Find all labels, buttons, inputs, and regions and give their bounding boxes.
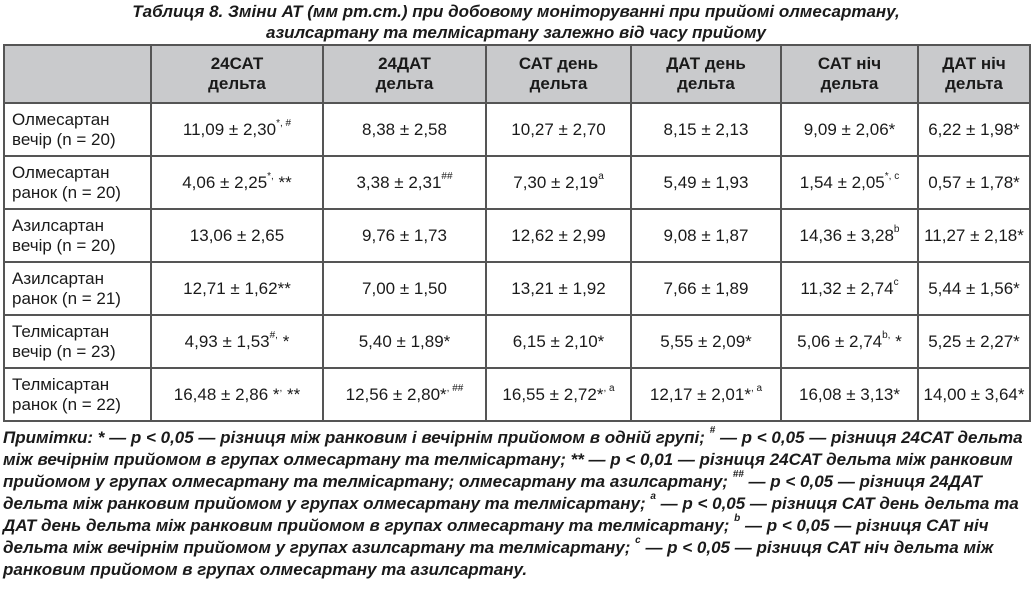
note-superscript: ## <box>732 469 744 480</box>
note-text: — р < 0,05 — різниця САТ ніч дельта між вечірнім прийомом у групах азилсартану та телмісартану; <box>3 516 989 557</box>
value-cell <box>323 156 486 209</box>
cell-superscript: , a <box>750 382 763 394</box>
cell-value: 8,15 ± 2,13 <box>663 119 749 139</box>
cell-superscript: ## <box>441 170 453 182</box>
group-cell <box>4 262 151 315</box>
value-cell <box>918 262 1030 315</box>
value-cell <box>918 209 1030 262</box>
value-cell <box>323 368 486 421</box>
header-line-1: САТ день <box>518 54 599 73</box>
value-cell <box>486 315 631 368</box>
cell-value: 16,08 ± 3,13* <box>798 384 901 404</box>
value-cell <box>631 315 781 368</box>
value-cell <box>781 156 918 209</box>
cell-value: 5,40 ± 1,89* <box>358 331 451 351</box>
cell-value: 7,66 ± 1,89 <box>663 278 749 298</box>
group-cell <box>4 209 151 262</box>
cell-superscript: *, <box>267 170 274 182</box>
group-time: вечір (n = 20) <box>12 235 116 255</box>
value-cell <box>781 315 918 368</box>
group-time: ранок (n = 20) <box>12 182 121 202</box>
cell-value: 11,27 ± 2,18* <box>924 225 1024 245</box>
cell-value: 3,38 ± 2,31 <box>356 172 442 192</box>
note-text: — р < 0,05 — різниця 24ДАТ дельта між ранковим прийомом у групах олмесартану та телмісартану; <box>3 472 982 513</box>
cell-value: 4,06 ± 2,25 <box>182 172 268 192</box>
cell-value: 5,06 ± 2,74 <box>797 331 883 351</box>
table-caption <box>0 0 1032 44</box>
cell-value: 11,09 ± 2,30 <box>182 119 277 139</box>
header-line-2: дельта <box>529 74 588 93</box>
note-text: — р < 0,05 — різниця 24САТ дельта між вечірнім прийомом в групах олмесартану та телмісартану; ** — р < 0,01 — різниця 24САТ дельта між ранковим прийомом у групах олмесартану та телмісартану; олмесартану та азилсартану; <box>3 428 1023 491</box>
group-cell <box>4 103 151 156</box>
value-cell <box>486 156 631 209</box>
cell-value: 5,25 ± 2,27* <box>928 331 1020 351</box>
note-superscript: b <box>734 513 741 524</box>
value-cell <box>918 156 1030 209</box>
group-cell <box>4 368 151 421</box>
group-name: Азилсартан <box>12 215 105 235</box>
cell-value: 13,06 ± 2,65 <box>189 225 285 245</box>
note-superscript: # <box>709 425 716 436</box>
value-cell <box>151 262 323 315</box>
value-cell <box>631 209 781 262</box>
value-cell <box>781 103 918 156</box>
cell-value: 7,00 ± 1,50 <box>362 278 447 298</box>
cell-value: 9,76 ± 1,73 <box>362 225 447 245</box>
header-line-1: 24ДАТ <box>378 54 431 73</box>
cell-superscript: #, <box>269 329 278 341</box>
value-cell <box>918 103 1030 156</box>
table-notes <box>0 422 1032 581</box>
group-name: Олмесартан <box>12 162 110 182</box>
table-body <box>4 103 1030 421</box>
table-row <box>4 368 1030 421</box>
header-cell <box>486 45 631 103</box>
table-row <box>4 315 1030 368</box>
value-cell <box>631 156 781 209</box>
group-time: вечір (n = 20) <box>12 129 116 149</box>
table-row <box>4 103 1030 156</box>
cell-value: 4,93 ± 1,53 <box>184 331 270 351</box>
value-cell <box>323 315 486 368</box>
table-row <box>4 156 1030 209</box>
cell-value: 16,48 ± 2,86 * <box>173 384 280 404</box>
value-cell <box>151 209 323 262</box>
cell-superscript: b <box>893 223 900 235</box>
cell-value: 11,32 ± 2,74 <box>800 278 894 298</box>
value-cell <box>151 315 323 368</box>
cell-value: 6,22 ± 1,98* <box>928 119 1020 139</box>
cell-value: 9,08 ± 1,87 <box>663 225 749 245</box>
cell-value: 5,55 ± 2,09* <box>660 331 752 351</box>
cell-value: 12,62 ± 2,99 <box>511 225 606 245</box>
note-text: Примітки: * — р < 0,05 — різниця між ранковим і вечірнім прийомом в одній групі; <box>3 428 710 447</box>
note-superscript: a <box>650 491 656 502</box>
group-name: Телмісартан <box>12 321 110 341</box>
cell-superscript: *, # <box>276 117 292 129</box>
group-time: вечір (n = 23) <box>12 341 116 361</box>
header-line-2: дельта <box>208 74 266 93</box>
table-row <box>4 209 1030 262</box>
note-text: — р < 0,05 — різниця САТ ніч дельта між ранковим прийомом в групах олмесартану та азилсартану. <box>3 538 994 579</box>
cell-value: 14,36 ± 3,28 <box>799 225 894 245</box>
value-cell <box>151 156 323 209</box>
note-text: — р < 0,05 — різниця САТ день дельта та ДАТ день дельта між ранковим прийомом в групах олмесартану та телмісартану; <box>3 494 1019 535</box>
cell-superscript: , <box>279 382 283 394</box>
results-table <box>3 44 1031 422</box>
cell-value: 13,21 ± 1,92 <box>511 278 606 298</box>
group-name: Азилсартан <box>12 268 105 288</box>
cell-value: 14,00 ± 3,64* <box>923 384 1025 404</box>
cell-value: 12,56 ± 2,80* <box>345 384 447 404</box>
value-cell <box>631 103 781 156</box>
header-line-1: САТ ніч <box>817 54 882 73</box>
cell-value: 7,30 ± 2,19 <box>513 172 599 192</box>
cell-value: 12,71 ± 1,62** <box>183 278 291 298</box>
value-cell <box>781 262 918 315</box>
header-line-1: ДАТ день <box>666 54 746 73</box>
value-cell <box>323 262 486 315</box>
cell-value: 12,17 ± 2,01* <box>649 384 751 404</box>
cell-value: 16,55 ± 2,72* <box>502 384 604 404</box>
value-cell <box>631 262 781 315</box>
group-cell <box>4 315 151 368</box>
header-cell <box>151 45 323 103</box>
group-time: ранок (n = 21) <box>12 288 121 308</box>
header-line-1: 24САТ <box>210 54 264 73</box>
value-cell <box>151 368 323 421</box>
header-cell <box>918 45 1030 103</box>
note-superscript: c <box>635 535 641 546</box>
cell-suffix: * <box>890 331 902 351</box>
header-cell <box>323 45 486 103</box>
group-name: Олмесартан <box>12 109 110 129</box>
cell-suffix: * <box>277 331 290 351</box>
header-cell-group <box>4 45 151 103</box>
group-cell <box>4 156 151 209</box>
header-line-2: дельта <box>677 74 735 93</box>
value-cell <box>151 103 323 156</box>
header-cell <box>631 45 781 103</box>
group-name: Телмісартан <box>12 374 110 394</box>
group-time: ранок (n = 22) <box>12 394 121 414</box>
value-cell <box>486 262 631 315</box>
cell-suffix: ** <box>273 172 292 192</box>
cell-value: 8,38 ± 2,58 <box>362 119 447 139</box>
cell-value: 6,15 ± 2,10* <box>512 331 605 351</box>
cell-value: 0,57 ± 1,78* <box>928 172 1020 192</box>
cell-superscript: c <box>893 276 899 288</box>
value-cell <box>918 368 1030 421</box>
value-cell <box>486 209 631 262</box>
table-header-row <box>4 45 1030 103</box>
value-cell <box>323 103 486 156</box>
cell-value: 1,54 ± 2,05 <box>799 172 885 192</box>
value-cell <box>781 209 918 262</box>
value-cell <box>486 103 631 156</box>
cell-value: 5,44 ± 1,56* <box>928 278 1020 298</box>
value-cell <box>486 368 631 421</box>
table-row <box>4 262 1030 315</box>
header-line-2: дельта <box>820 74 879 93</box>
cell-superscript: b, <box>882 329 891 341</box>
caption-line-1: Таблиця 8. Зміни АТ (мм рт.ст.) при добовому моніторуванні при прийомі олмесартану, <box>132 2 900 21</box>
cell-value: 9,09 ± 2,06* <box>803 119 896 139</box>
cell-superscript: a <box>598 170 604 182</box>
cell-value: 10,27 ± 2,70 <box>511 119 606 139</box>
caption-line-2: азилсартану та телмісартану залежно від часу прийому <box>266 23 766 42</box>
cell-superscript: , ## <box>446 382 464 394</box>
header-line-2: дельта <box>945 74 1003 93</box>
header-line-2: дельта <box>375 74 434 93</box>
cell-superscript: *, c <box>884 170 900 182</box>
value-cell <box>918 315 1030 368</box>
cell-suffix: ** <box>282 384 301 404</box>
cell-superscript: , a <box>603 382 615 394</box>
value-cell <box>323 209 486 262</box>
value-cell <box>631 368 781 421</box>
header-cell <box>781 45 918 103</box>
cell-value: 5,49 ± 1,93 <box>663 172 749 192</box>
value-cell <box>781 368 918 421</box>
header-line-1: ДАТ ніч <box>942 54 1006 73</box>
